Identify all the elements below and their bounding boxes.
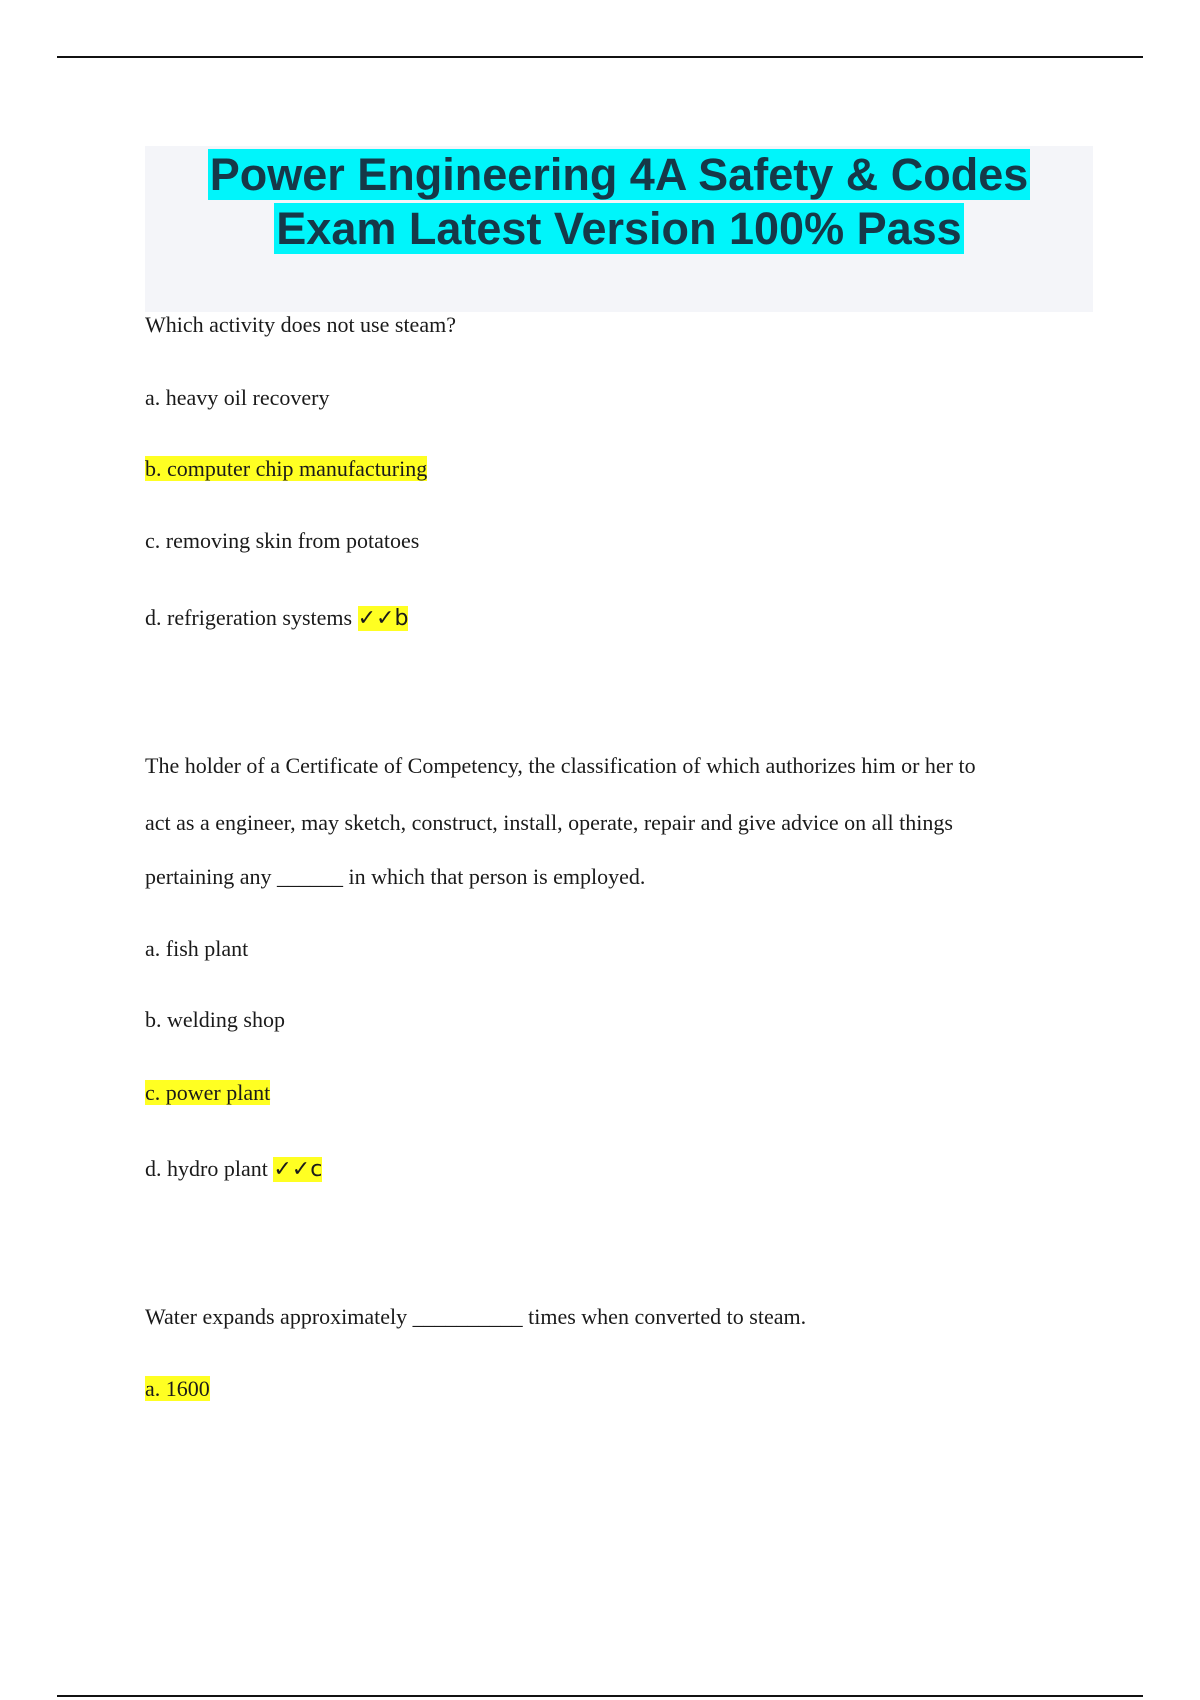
question-1-option-c: c. removing skin from potatoes — [145, 528, 420, 553]
correct-answer-highlight: c. power plant — [145, 1080, 271, 1105]
answer-check-icon: ✓✓b — [357, 606, 409, 631]
question-1-text: Which activity does not use steam? — [145, 312, 456, 337]
question-1-option-d: d. refrigeration systems ✓✓b — [145, 605, 409, 631]
footer-rule — [57, 1695, 1143, 1697]
question-2-option-b: b. welding shop — [145, 1007, 285, 1032]
answer-check-icon: ✓✓c — [273, 1157, 323, 1182]
question-1-option-a: a. heavy oil recovery — [145, 385, 330, 410]
header-rule — [57, 56, 1143, 58]
question-2-option-d: d. hydro plant ✓✓c — [145, 1156, 323, 1182]
question-1-option-b — [145, 454, 427, 484]
question-3-option-a — [145, 1374, 210, 1404]
question-2-option-c — [145, 1078, 270, 1108]
question-3-text: Water expands approximately __________ times when converted to steam. — [145, 1304, 807, 1329]
correct-answer-highlight: a. 1600 — [145, 1376, 210, 1401]
document-title: Power Engineering 4A Safety & Codes Exam Latest Version 100% Pass — [209, 149, 1029, 254]
question-2-option-a: a. fish plant — [145, 936, 249, 961]
question-2-text-line-3: pertaining any ______ in which that person is employed. — [145, 864, 646, 889]
question-2-text-line-1: The holder of a Certificate of Competency, the classification of which authorizes him or her to — [145, 753, 976, 778]
correct-answer-highlight: b. computer chip manufacturing — [145, 456, 428, 481]
title-block — [145, 146, 1093, 312]
question-2-text-line-2: act as a engineer, may sketch, construct, install, operate, repair and give advice on all things — [145, 810, 953, 835]
